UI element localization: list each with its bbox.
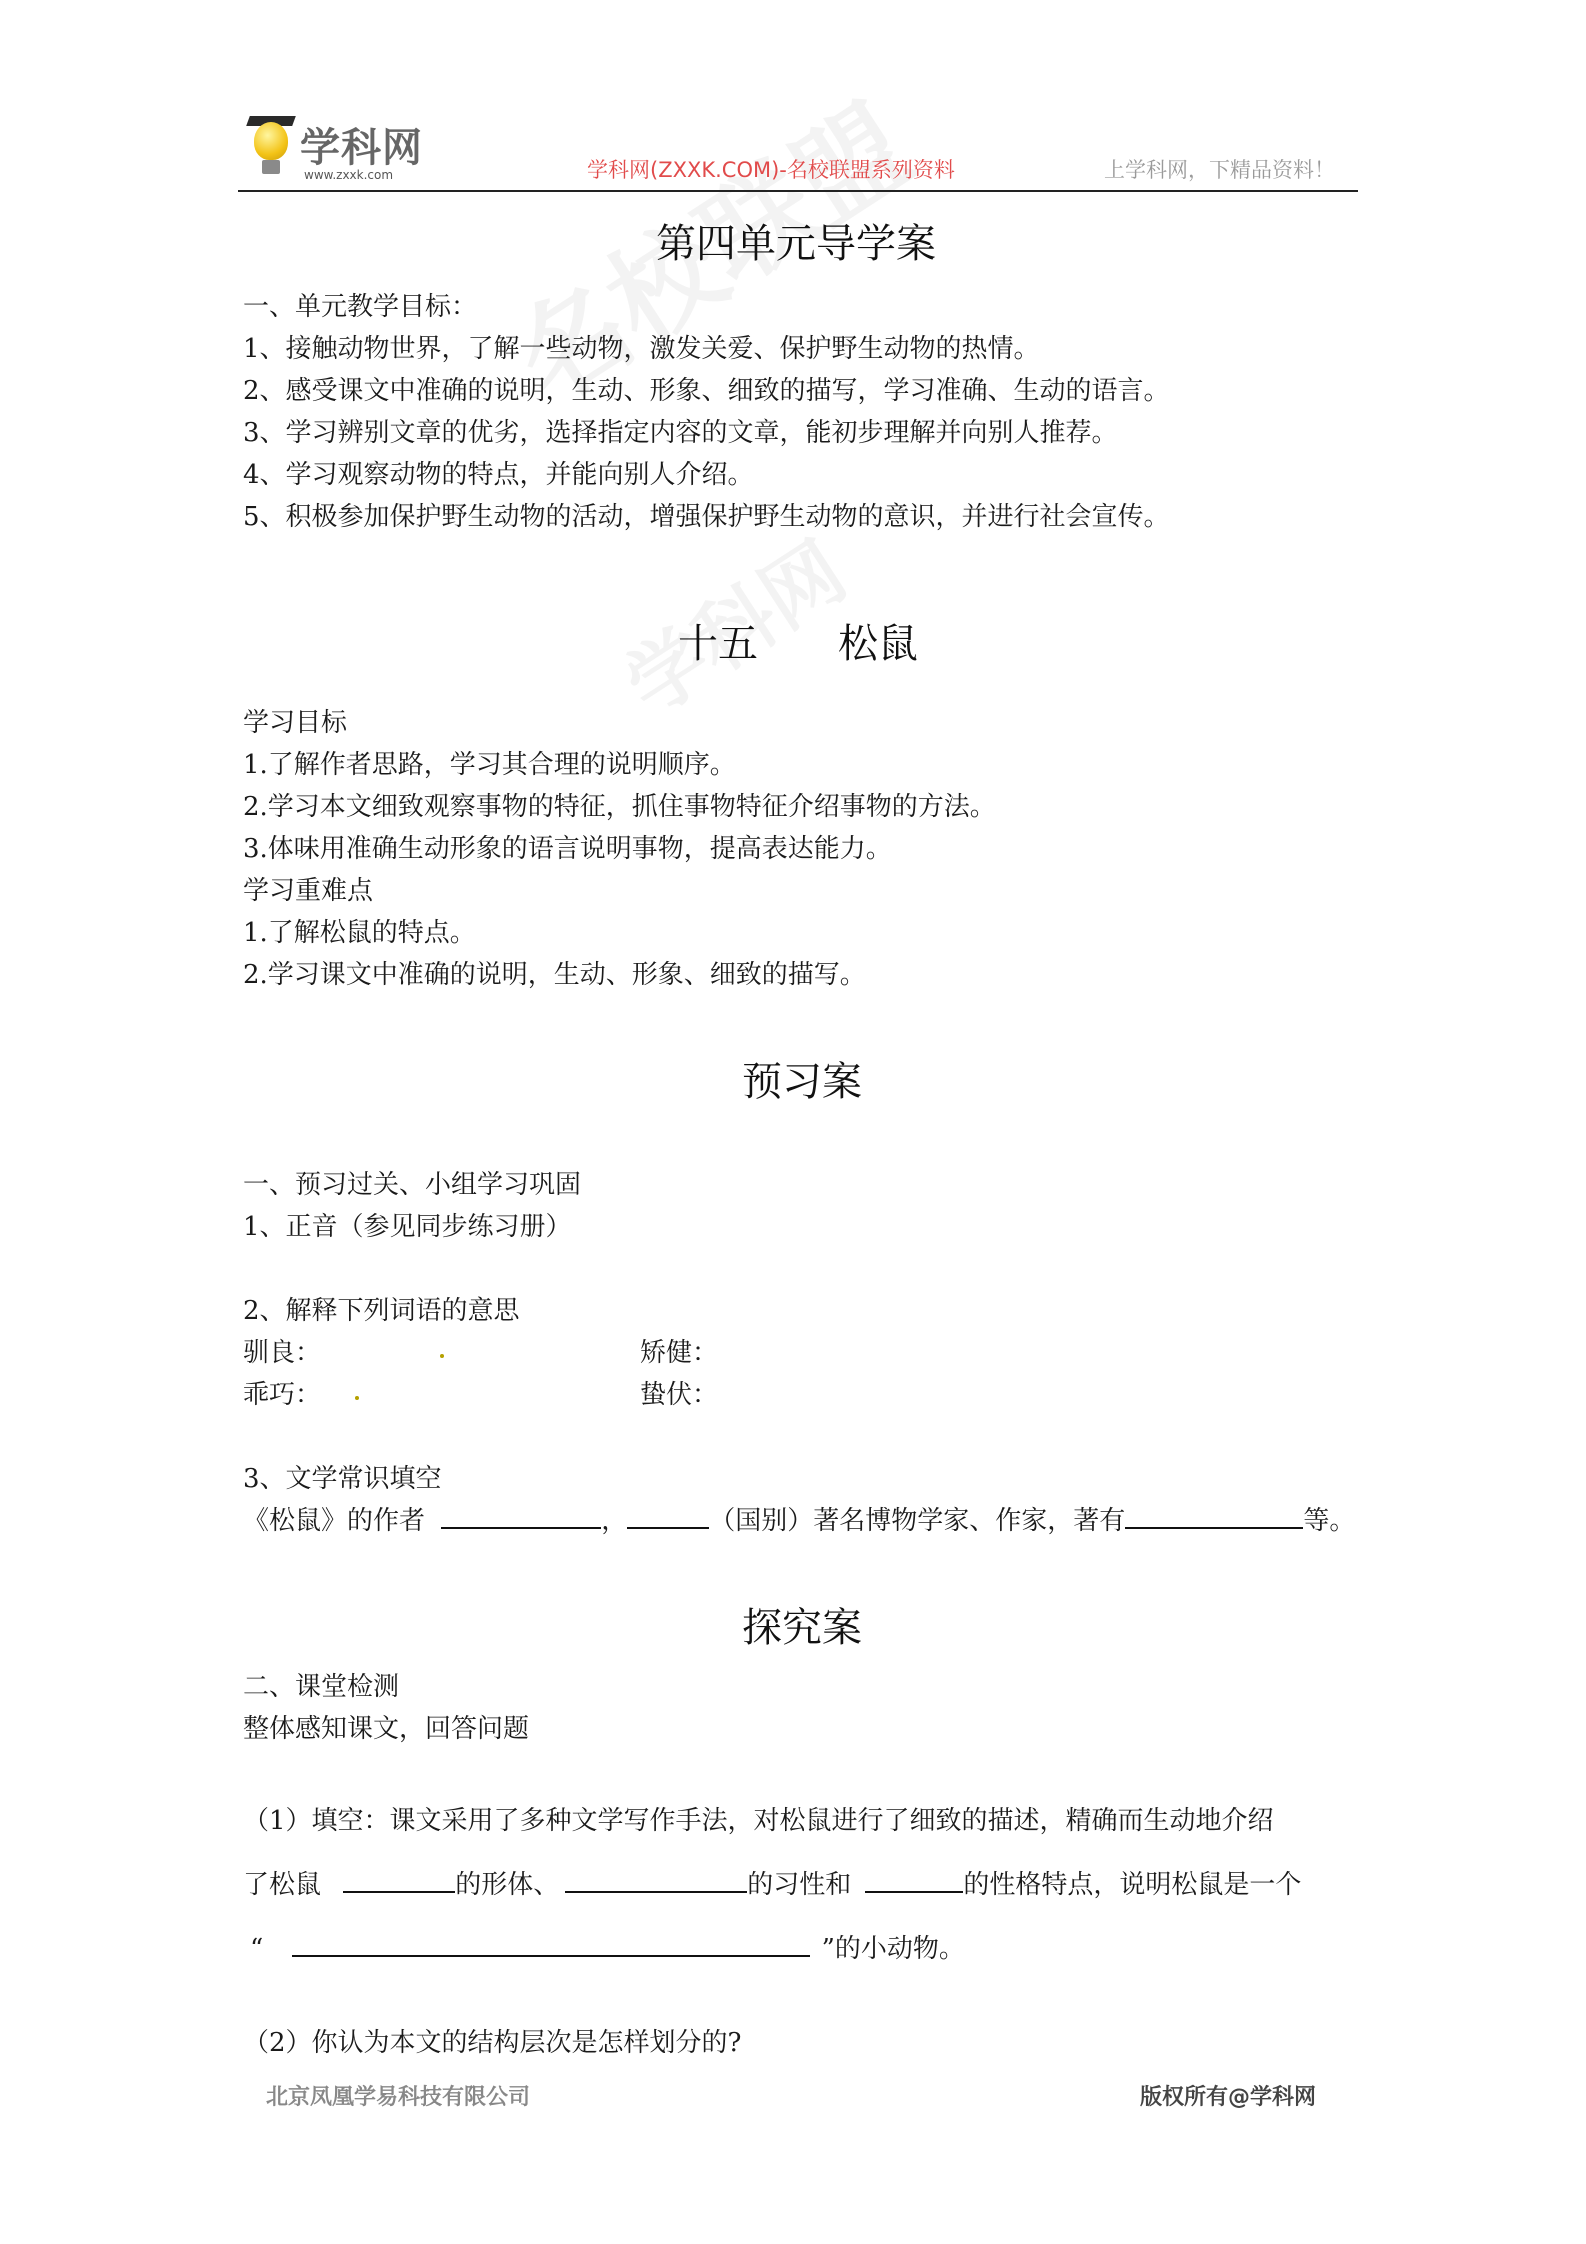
site-logo [248,112,448,192]
word-xunliang: 驯良： [243,1338,322,1368]
objectives-heading: 学习目标 [243,708,348,738]
question-1-line-2 [243,1864,1301,1901]
word-guaiqiao: 乖巧： [243,1380,322,1410]
author-blank[interactable] [441,1501,601,1529]
objective-3: 3.体味用准确生动形象的语言说明事物，提高表达能力。 [243,834,892,864]
character-blank[interactable] [865,1865,963,1893]
works-blank[interactable] [1125,1501,1303,1529]
q1-text-a: 了松鼠 [243,1870,322,1900]
footer-company: 北京凤凰学易科技有限公司 [266,2085,531,2110]
preview-heading: 一、预习过关、小组学习巩固 [243,1170,582,1200]
unit-goal-3: 3、学习辨别文章的优劣，选择指定内容的文章，能初步理解并向别人推荐。 [243,418,1118,448]
literature-fill-line [243,1500,1355,1537]
word-zhefu: 蛰伏： [640,1380,719,1410]
stray-dot [440,1354,444,1358]
footer-copyright: 版权所有@学科网 [1140,2085,1317,2110]
country-blank[interactable] [627,1501,709,1529]
unit-goal-5: 5、积极参加保护野生动物的活动，增强保护野生动物的意识，并进行社会宣传。 [243,502,1170,532]
fill-text-end: 等。 [1303,1506,1356,1536]
unit-goal-1: 1、接触动物世界，了解一些动物，激发关爱、保护野生动物的热情。 [243,334,1040,364]
key-points-heading: 学习重难点 [243,876,374,906]
q1-text-d: 的性格特点，说明松鼠是一个 [963,1870,1302,1900]
objective-2: 2.学习本文细致观察事物的特征，抓住事物特征介绍事物的方法。 [243,792,996,822]
stray-dot [355,1396,359,1400]
q1-open-quote: “ [250,1934,264,1964]
header-center-text: 学科网(ZXXK.COM)-名校联盟系列资料 [587,158,955,182]
unit-title: 第四单元导学案 [656,221,936,267]
preview-item-1: 1、正音（参见同步练习册） [243,1212,572,1242]
fill-text-country: （国别）著名博物学家、作家，著有 [709,1506,1126,1536]
q1-close-text: ”的小动物。 [821,1934,965,1964]
preview-title: 预习案 [742,1059,862,1105]
header-right-text: 上学科网，下精品资料！ [1104,158,1335,182]
key-point-1: 1.了解松鼠的特点。 [243,918,476,948]
word-jiaojian: 矫健： [640,1338,719,1368]
explore-subheading: 整体感知课文，回答问题 [243,1714,530,1744]
fill-text-author: 《松鼠》的作者 [243,1506,426,1536]
q1-text-c: 的习性和 [747,1870,852,1900]
question-2: （2）你认为本文的结构层次是怎样划分的? [243,2028,742,2058]
habits-blank[interactable] [565,1865,747,1893]
question-1-line-1: （1）填空：课文采用了多种文学写作手法，对松鼠进行了细致的描述，精确而生动地介绍 [243,1806,1274,1836]
logo-url: www.zxxk.com [304,168,394,182]
unit-goals-heading: 一、单元教学目标： [243,292,478,322]
header-divider [238,190,1358,192]
unit-goal-2: 2、感受课文中准确的说明，生动、形象、细致的描写，学习准确、生动的语言。 [243,376,1170,406]
explore-heading: 二、课堂检测 [243,1672,400,1702]
preview-item-3: 3、文学常识填空 [243,1464,442,1494]
lightbulb-icon [254,122,288,160]
question-1-line-3 [250,1928,965,1965]
fill-text-comma: ， [601,1506,628,1536]
preview-item-2: 2、解释下列词语的意思 [243,1296,520,1326]
q1-text-b: 的形体、 [455,1870,560,1900]
unit-goal-4: 4、学习观察动物的特点，并能向别人介绍。 [243,460,754,490]
logo-text: 学科网 [300,125,423,171]
lesson-title: 十五 松鼠 [678,621,918,667]
lightbulb-base [262,160,280,174]
key-point-2: 2.学习课文中准确的说明，生动、形象、细致的描写。 [243,960,866,990]
summary-blank[interactable] [292,1929,810,1957]
explore-title: 探究案 [742,1605,862,1651]
body-shape-blank[interactable] [343,1865,455,1893]
objective-1: 1.了解作者思路，学习其合理的说明顺序。 [243,750,736,780]
